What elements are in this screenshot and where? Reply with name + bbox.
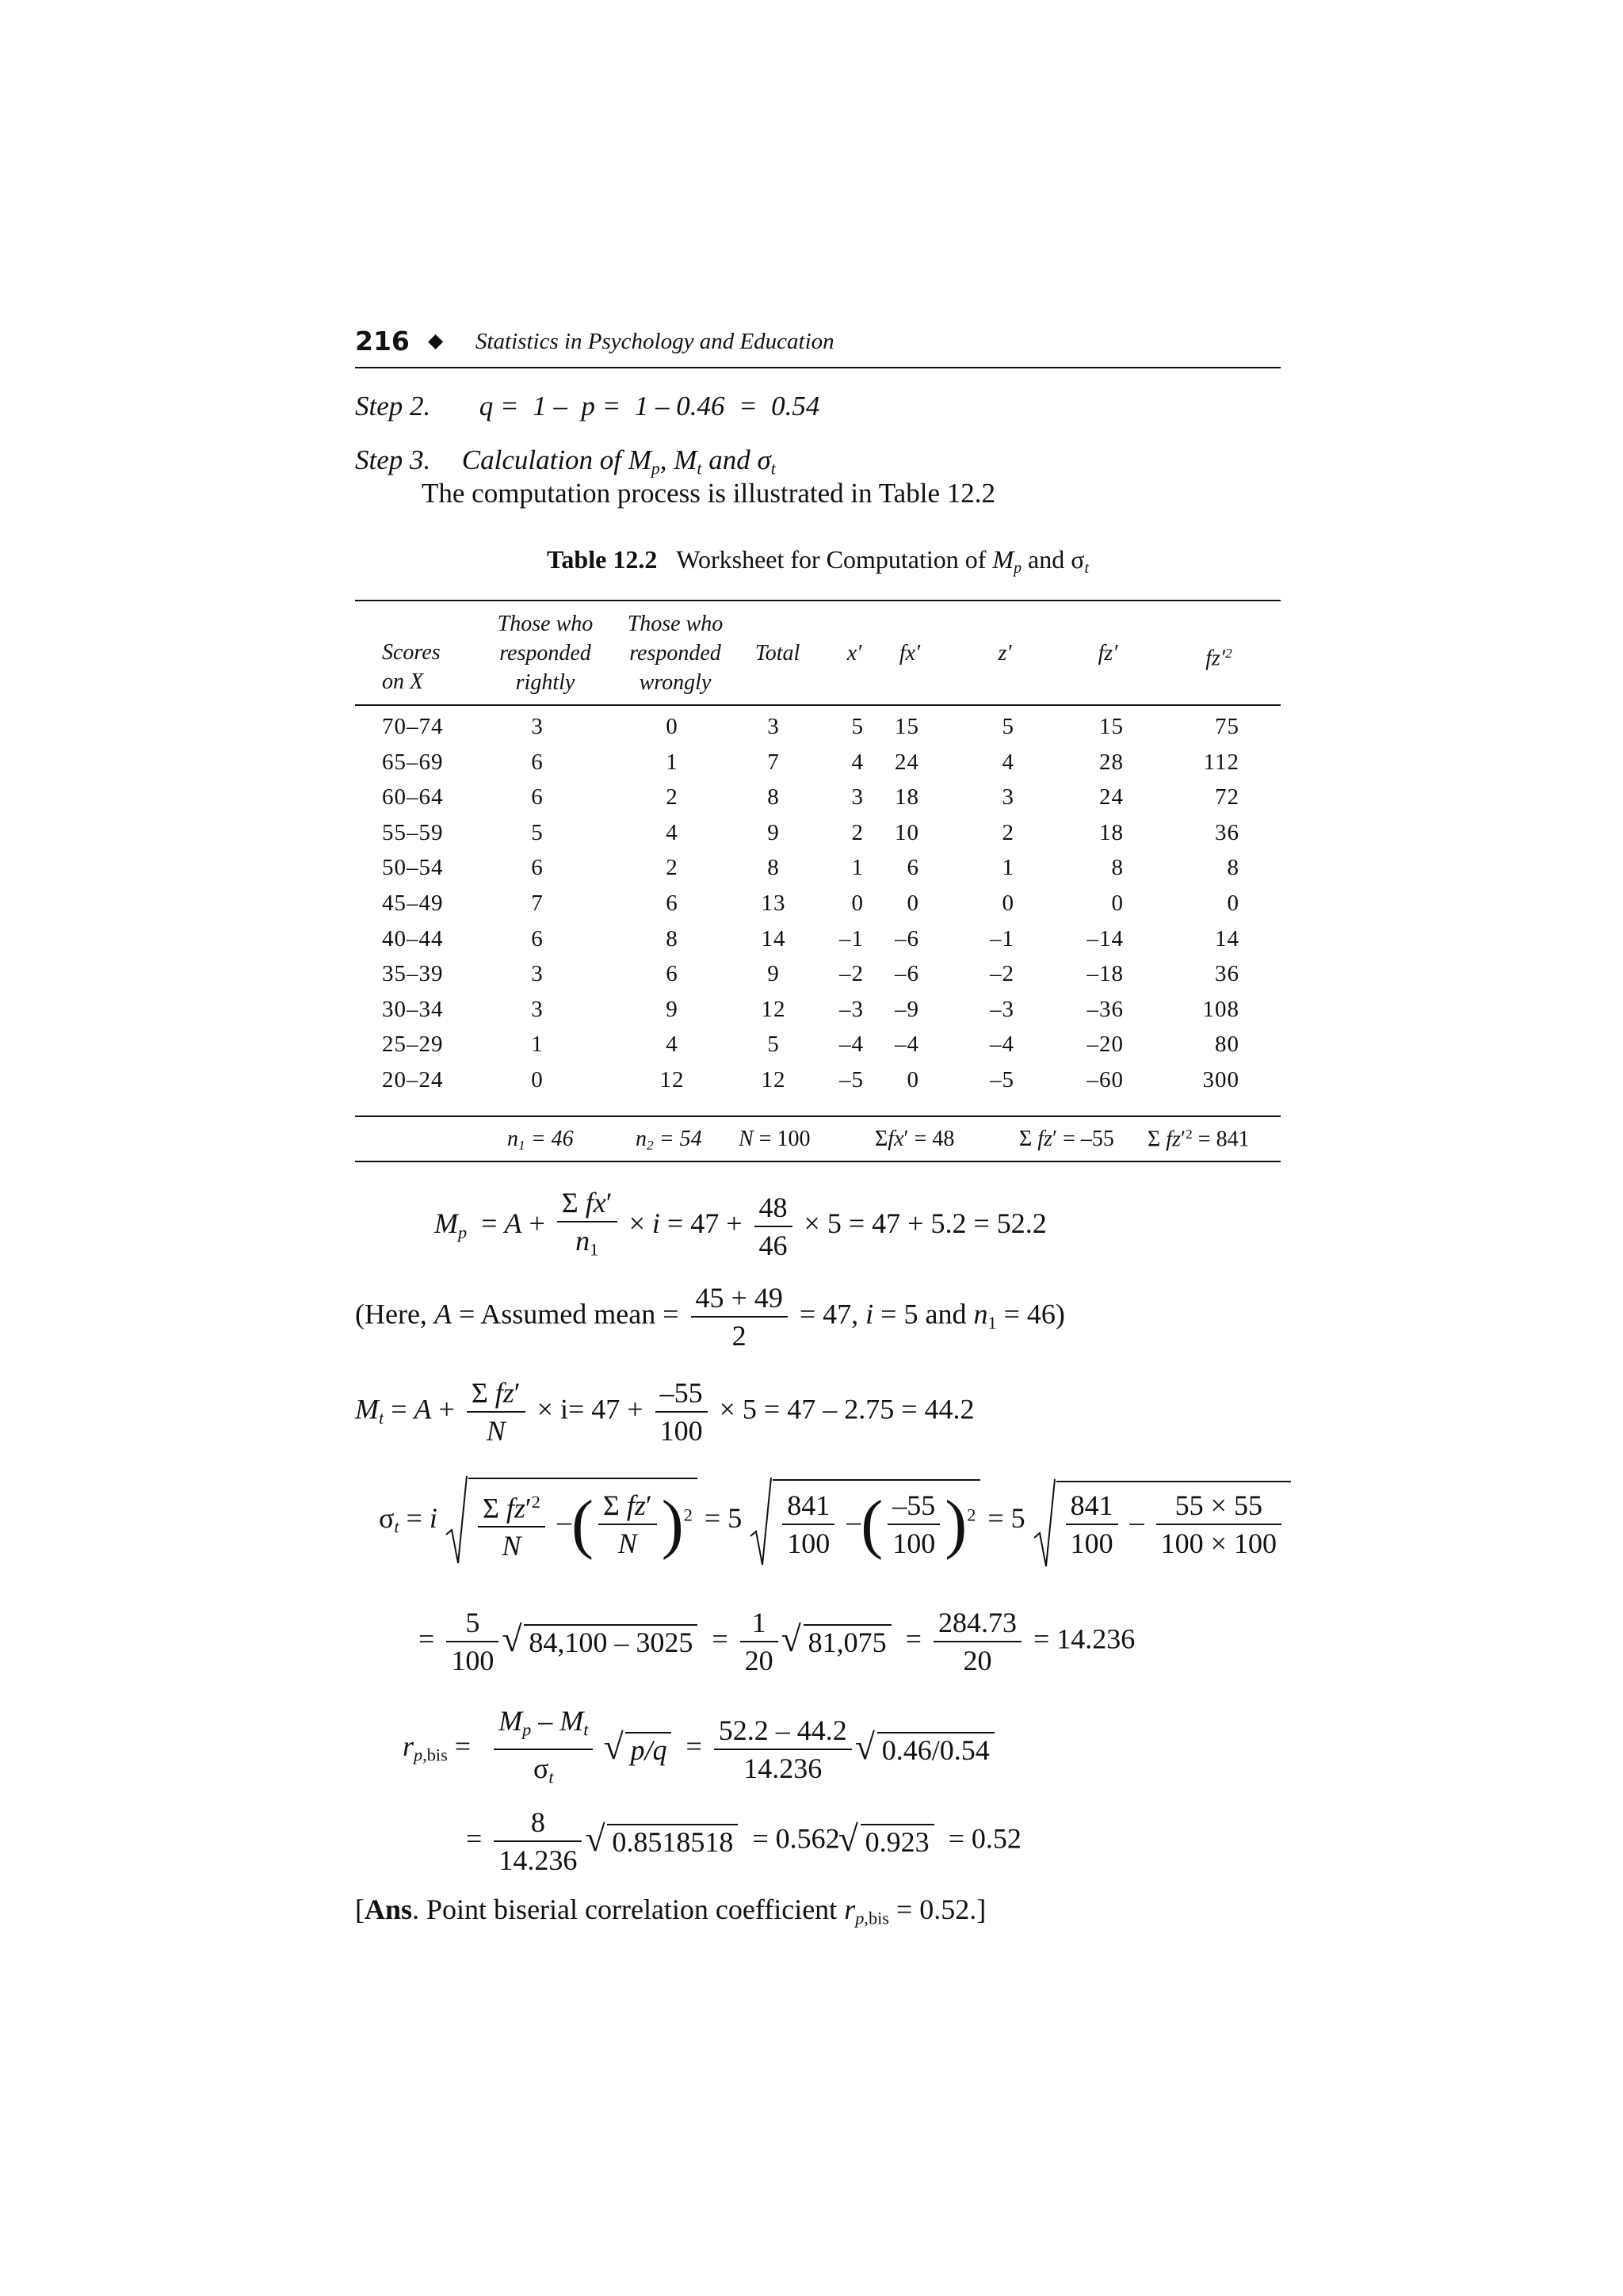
sigma2-f2-den: 20: [740, 1641, 778, 1679]
radical-sign: [1033, 1478, 1056, 1571]
total-sum-fx: Σfx′ = 48: [875, 1127, 955, 1151]
answer-open-bracket: [: [355, 1894, 365, 1925]
sigma2-f2-num: 1: [751, 1607, 766, 1638]
cell-z-prime: 1: [1002, 855, 1014, 881]
cell-fz-prime: 24: [1099, 784, 1124, 810]
cell-fx-prime: 24: [895, 749, 919, 775]
cell-fz-prime-sq: 108: [1202, 996, 1239, 1022]
rpbis2-sqrt-1: [586, 1824, 738, 1859]
rpbis2-result: = 0.52: [948, 1822, 1022, 1855]
cell-rightly: 3: [531, 961, 544, 987]
cell-z-prime: 5: [1002, 714, 1014, 739]
cell-score: 40–44: [382, 925, 444, 952]
cell-total: 5: [767, 1032, 780, 1058]
cell-score: 70–74: [382, 714, 444, 739]
sigma2-eq: =: [418, 1623, 435, 1655]
cell-rightly: 3: [531, 714, 544, 739]
table-row: [355, 997, 1281, 1032]
cell-x-prime: –5: [839, 1067, 864, 1093]
rpbis-fraction-2: [714, 1712, 852, 1787]
mp-frac-num: Σ fx′: [561, 1187, 613, 1219]
rpbis-radicand-1: p/q: [625, 1732, 671, 1767]
cell-fz-prime: –20: [1086, 1032, 1124, 1058]
total-n2: $n_2 = 54$: [636, 1127, 702, 1154]
assumed-mean-num: 45 + 49: [695, 1282, 783, 1314]
rpbis-eq: =: [685, 1730, 702, 1762]
sigma-b-num: –55: [892, 1489, 936, 1521]
cell-z-prime: –4: [990, 1032, 1014, 1058]
cell-wrongly: 8: [666, 925, 678, 952]
cell-rightly: 6: [531, 855, 544, 881]
sigma-radical-3: $\frac{841}{100}$ – $\frac{55 \times 55}{100 \times 100}$: [1033, 1481, 1291, 1562]
sigma2-f3-num: 284.73: [938, 1607, 1017, 1638]
book-title: Statistics in Psychology and Education: [475, 329, 834, 354]
mp-fraction-2: [754, 1189, 792, 1264]
header-rightly: [482, 609, 609, 697]
table-caption-label: Table 12.2: [547, 545, 658, 574]
cell-z-prime: 4: [1002, 749, 1014, 775]
cell-score: 60–64: [382, 784, 444, 810]
cell-x-prime: 2: [851, 819, 864, 845]
sigma-t2-num: Σ fz′: [602, 1489, 652, 1521]
page-number: 216: [355, 326, 410, 357]
sigma-b: [888, 1487, 940, 1562]
cell-fx-prime: –4: [895, 1032, 919, 1058]
cell-x-prime: 0: [851, 891, 864, 916]
table-caption-text: Worksheet for Computation of $M_p$ and $\sigma_t$: [676, 545, 1089, 577]
cell-z-prime: –3: [990, 996, 1014, 1022]
sigma2-sqrt-2: [783, 1624, 892, 1659]
cell-total: 8: [767, 784, 780, 810]
header-total: Total: [754, 641, 800, 666]
cell-score: 20–24: [382, 1067, 444, 1093]
header-x-prime: x′: [846, 641, 862, 666]
cell-fz-prime-sq: 8: [1227, 855, 1239, 881]
rpbis-radicand-2: 0.46/0.54: [877, 1732, 995, 1767]
sigma2-f3: [934, 1604, 1022, 1679]
cell-fx-prime: –6: [895, 961, 919, 987]
table-caption: [355, 545, 1281, 578]
cell-wrongly: 4: [666, 1032, 678, 1058]
total-n1: $n_1 = 46$: [507, 1127, 574, 1154]
cell-wrongly: 0: [666, 714, 678, 739]
sigma-a-num: 841: [787, 1489, 831, 1521]
cell-fz-prime-sq: 36: [1215, 819, 1239, 845]
cell-fx-prime: –9: [895, 996, 919, 1022]
header-wrongly-line3: wrongly: [639, 670, 712, 695]
sigma2-radicand-1: 84,100 – 3025: [524, 1624, 697, 1659]
sigma2-sqrt-1: [503, 1624, 697, 1659]
cell-wrongly: 9: [666, 996, 678, 1022]
assumed-mean-note: (Here, A = Assumed mean = $\frac{45 + 49}{2}$ = 47, i = 5 and $n_1 = 46$): [355, 1280, 1065, 1354]
rpbis2-eq: =: [466, 1822, 483, 1855]
cell-wrongly: 2: [666, 784, 678, 810]
table-header-rule: [355, 704, 1281, 706]
mp-frac2-den: 46: [754, 1226, 792, 1264]
sigma-d: [1156, 1487, 1281, 1562]
cell-rightly: 3: [531, 996, 544, 1022]
sigma2-eq2: =: [712, 1623, 728, 1655]
rpbis-equation: $r_{p,bis}$ = $\frac{M_p - M_t}{\sigma_t}$ √ p/q = $\frac{52.2 - 44.2}{14.236}$ √ 0.46/0.54: [403, 1703, 995, 1795]
rpbis-num2: 52.2 – 44.2: [718, 1714, 847, 1746]
assumed-mean-fraction: [691, 1280, 788, 1354]
table-totals-rule: [355, 1116, 1281, 1117]
cell-score: 45–49: [382, 891, 444, 916]
rpbis-den: $\sigma_t$: [494, 1749, 593, 1796]
rpbis2-sqrt-2: [840, 1824, 934, 1859]
diamond-icon: ◆: [428, 329, 444, 352]
cell-wrongly: 2: [666, 855, 678, 881]
mt-eq-rest: × 5 = 47 – 2.75 = 44.2: [719, 1393, 975, 1425]
sigma-t1: [478, 1484, 545, 1564]
mp-eq-rest: × 5 = 47 + 5.2 = 52.2: [804, 1207, 1047, 1240]
cell-score: 55–59: [382, 819, 444, 845]
sigma-t2: [598, 1487, 657, 1562]
answer-bold: Ans: [365, 1894, 413, 1925]
cell-wrongly: 6: [666, 891, 678, 916]
header-rightly-line2: responded: [499, 641, 591, 666]
cell-fx-prime: 0: [907, 1067, 919, 1093]
table-row: [355, 891, 1281, 925]
rpbis2-radicand-2: 0.923: [861, 1824, 934, 1859]
cell-total: 8: [767, 855, 780, 881]
mp-eq-a: = A +: [474, 1207, 545, 1240]
cell-fz-prime-sq: 300: [1202, 1067, 1239, 1093]
cell-fz-prime-sq: 14: [1215, 925, 1239, 952]
cell-wrongly: 4: [666, 819, 678, 845]
cell-score: 50–54: [382, 855, 444, 881]
sigma-d-num: 55 × 55: [1174, 1489, 1262, 1521]
header-wrongly-line1: Those who: [627, 612, 724, 636]
sigma-a: [782, 1487, 834, 1562]
total-sum-fz: Σ fz′ = –55: [1019, 1127, 1114, 1151]
cell-score: 30–34: [382, 996, 444, 1022]
table-row: [355, 961, 1281, 996]
book-page: [355, 321, 1281, 1937]
cell-fz-prime-sq: 80: [1215, 1032, 1239, 1058]
cell-wrongly: 6: [666, 961, 678, 987]
cell-x-prime: 4: [851, 749, 864, 775]
mp-equation: $M_p = A$ + $\frac{\text{Σ fx′}}{n_1}$ × i = 47 + $\frac{48}{46}$ × 5 = 47 + 5.2 = 52.2: [434, 1184, 1047, 1268]
total-N: N = 100: [739, 1127, 811, 1151]
header-wrongly-line2: responded: [629, 641, 721, 666]
step-2-equation: q = 1 – p = 1 – 0.46 = 0.54: [479, 391, 820, 421]
cell-fz-prime: 28: [1099, 749, 1124, 775]
cell-x-prime: 3: [851, 784, 864, 810]
table-row: [355, 784, 1281, 819]
cell-x-prime: 1: [851, 855, 864, 881]
header-fx-prime: fx′: [899, 641, 921, 666]
cell-z-prime: –2: [990, 961, 1014, 987]
cell-score: 65–69: [382, 749, 444, 775]
cell-fx-prime: 0: [907, 891, 919, 916]
sigma-c: [1066, 1487, 1118, 1562]
table-row: [355, 855, 1281, 890]
cell-score: 35–39: [382, 961, 444, 987]
cell-rightly: 6: [531, 925, 544, 952]
cell-total: 13: [761, 891, 786, 916]
radical-sign: [749, 1476, 773, 1569]
rpbis2-num: 8: [530, 1806, 545, 1838]
header-scores: [382, 638, 453, 696]
step-3-label: Step 3.: [355, 444, 431, 475]
cell-fz-prime-sq: 36: [1215, 961, 1239, 987]
cell-fz-prime-sq: 112: [1203, 749, 1239, 775]
mt-fraction-2: [655, 1375, 708, 1449]
sigma-radical-2: $\frac{841}{100}$ –( $\frac{-55}{100}$ )$^2$: [749, 1479, 980, 1562]
sigma-d-den: 100 × 100: [1156, 1524, 1281, 1562]
cell-x-prime: –1: [839, 925, 864, 952]
cell-total: 3: [767, 714, 780, 739]
sigma2-radicand-2: 81,075: [804, 1624, 892, 1659]
step-3-text: Calculation of $M_p$, $M_t$ and $\sigma_t$: [461, 444, 776, 479]
rpbis-fraction: [494, 1703, 593, 1795]
rpbis-den2: 14.236: [714, 1749, 852, 1787]
sigma2-eq3: =: [905, 1623, 922, 1655]
rpbis-num: $M_p - M_t$: [498, 1705, 589, 1740]
answer-line: [Ans. Point biserial correlation coefficient $r_{p,bis} = 0.52$.]: [355, 1894, 987, 1928]
sigma2-f1-den: 100: [446, 1641, 498, 1679]
header-fz-prime: fz′: [1098, 641, 1118, 666]
cell-z-prime: 2: [1002, 819, 1014, 845]
table-row: [355, 749, 1281, 784]
sigma2-f3-den: 20: [934, 1641, 1022, 1679]
cell-rightly: 5: [531, 819, 544, 845]
step-3: [355, 444, 776, 479]
cell-wrongly: 1: [666, 749, 678, 775]
table-bottom-rule: [355, 1161, 1281, 1162]
table-row: [355, 820, 1281, 855]
cell-fz-prime: –18: [1086, 961, 1124, 987]
table-row: [355, 714, 1281, 749]
sigma2-result: = 14.236: [1033, 1623, 1136, 1655]
sigma-b-den: 100: [888, 1524, 940, 1562]
cell-x-prime: –2: [839, 961, 864, 987]
header-fz-prime-sq: $fz'^2$: [1205, 646, 1232, 671]
cell-fz-prime: –14: [1086, 925, 1124, 952]
header-wrongly: [612, 609, 739, 697]
rpbis2-radicand-1: 0.8518518: [607, 1824, 738, 1859]
cell-total: 12: [761, 996, 786, 1022]
rpbis2-fraction: [494, 1804, 582, 1878]
mt-equation: $M_t = A$ + $\frac{\text{Σ fz′}}{N}$ × i= 47 + $\frac{-55}{100}$ × 5 = 47 – 2.75 = 44.2: [355, 1375, 975, 1449]
cell-fz-prime: –60: [1086, 1067, 1124, 1093]
cell-fz-prime-sq: 75: [1215, 714, 1239, 739]
mt-frac-num: Σ fz′: [471, 1377, 521, 1409]
cell-wrongly: 12: [659, 1067, 685, 1093]
cell-rightly: 1: [531, 1032, 544, 1058]
header-scores-line2: on X: [382, 669, 424, 694]
sigma-eq2: = 5: [704, 1501, 743, 1534]
sigma-a-den: 100: [782, 1524, 834, 1562]
cell-x-prime: 5: [851, 714, 864, 739]
cell-fx-prime: 15: [895, 714, 919, 739]
mt-fraction: [467, 1375, 525, 1449]
mt-eq-mid: × i= 47 +: [537, 1393, 643, 1425]
table-top-rule: [355, 600, 1281, 601]
assumed-mean-den: 2: [691, 1316, 788, 1354]
cell-rightly: 6: [531, 749, 544, 775]
sigma-radical-1: $\frac{\Sigma fz'^2}{N}$ –( $\frac{\text{Σ fz′}}{N}$ )$^2$: [445, 1478, 697, 1564]
sigma2-f1: [446, 1604, 498, 1679]
header-z-prime: z′: [998, 641, 1012, 666]
cell-z-prime: 0: [1002, 891, 1014, 916]
sigma-c-num: 841: [1070, 1489, 1113, 1521]
total-sum-fz2: Σ $fz'^2 = 841$: [1148, 1127, 1250, 1152]
table-row: [355, 1032, 1281, 1066]
mt-frac2-den: 100: [655, 1411, 708, 1449]
step-2: [355, 391, 819, 422]
cell-total: 7: [767, 749, 780, 775]
cell-x-prime: –4: [839, 1032, 864, 1058]
sigma-equation-continued: [418, 1604, 1135, 1679]
cell-total: 14: [761, 925, 786, 952]
rpbis-equation-continued: [466, 1804, 1022, 1878]
cell-fx-prime: 6: [907, 855, 919, 881]
sigma-t2-den: N: [598, 1524, 657, 1562]
cell-fz-prime-sq: 0: [1227, 891, 1239, 916]
table-row: [355, 926, 1281, 961]
running-head: [355, 321, 1281, 368]
rpbis-sqrt-2: [857, 1732, 995, 1767]
header-rightly-line3: rightly: [515, 670, 575, 695]
sigma-c-den: 100: [1066, 1524, 1118, 1562]
table-row: [355, 1067, 1281, 1102]
mt-frac-den: N: [467, 1411, 525, 1449]
sigma-eq3: = 5: [987, 1501, 1025, 1534]
cell-fz-prime: 8: [1111, 855, 1124, 881]
cell-fx-prime: –6: [895, 925, 919, 952]
cell-z-prime: –1: [990, 925, 1014, 952]
header-rightly-line1: Those who: [497, 612, 594, 636]
cell-total: 9: [767, 819, 780, 845]
cell-fz-prime: –36: [1086, 996, 1124, 1022]
cell-score: 25–29: [382, 1032, 444, 1058]
radical-sign: [445, 1474, 468, 1568]
mp-frac-den: $n_1$: [557, 1221, 617, 1268]
sigma2-f1-num: 5: [465, 1607, 480, 1638]
mp-fraction: [557, 1184, 617, 1268]
cell-fz-prime: 15: [1099, 714, 1124, 739]
cell-fz-prime: 0: [1111, 891, 1124, 916]
cell-fx-prime: 10: [895, 819, 919, 845]
cell-z-prime: –5: [990, 1067, 1014, 1093]
rpbis2-den: 14.236: [494, 1840, 582, 1878]
rpbis2-mid: = 0.562: [752, 1822, 840, 1855]
intro-text: The computation process is illustrated in Table 12.2: [422, 478, 995, 509]
cell-fz-prime: 18: [1099, 819, 1124, 845]
mp-frac2-num: 48: [758, 1191, 788, 1223]
header-scores-line1: Scores: [382, 640, 441, 665]
cell-rightly: 0: [531, 1067, 544, 1093]
sigma-equation: $\sigma_t = i$ $\frac{\Sigma fz'^2}{N}$ –( $\frac{\text{Σ fz′}}{N}$ )$^2$ = 5 $\frac{841}{100}$ –( $\frac{-55}{100}$ )$^2$ = 5 $\frac{841}{100}$ – $\frac{55 \times 55}{100 \times 100}$: [379, 1478, 1291, 1564]
cell-rightly: 7: [531, 891, 544, 916]
sigma-t1-num: Σ $fz'^2$: [482, 1492, 540, 1524]
step-2-label: Step 2.: [355, 391, 431, 421]
cell-z-prime: 3: [1002, 784, 1014, 810]
cell-fz-prime-sq: 72: [1215, 784, 1239, 810]
cell-total: 9: [767, 961, 780, 987]
rpbis-sqrt-1: [605, 1732, 671, 1767]
sigma2-f2: [740, 1604, 778, 1679]
cell-fx-prime: 18: [895, 784, 919, 810]
cell-rightly: 6: [531, 784, 544, 810]
mt-frac2-num: –55: [659, 1377, 703, 1409]
cell-total: 12: [761, 1067, 786, 1093]
cell-x-prime: –3: [839, 996, 864, 1022]
mp-eq-mid: × i = 47 +: [628, 1207, 743, 1240]
sigma-t1-den: N: [478, 1526, 545, 1564]
